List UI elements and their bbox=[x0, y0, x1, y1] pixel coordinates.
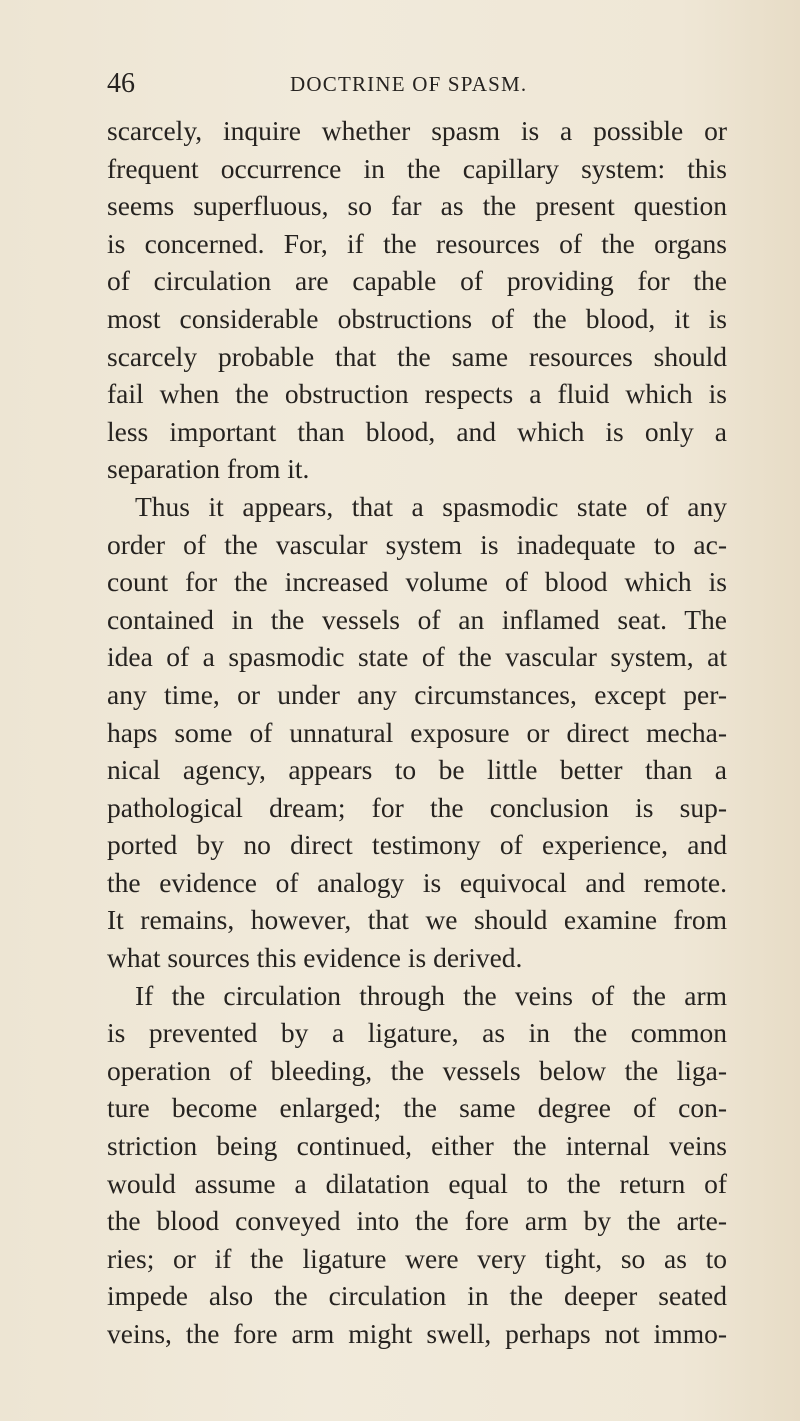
text-line: idea of a spasmodic state of the vascular system, at bbox=[107, 641, 727, 673]
text-line: the blood conveyed into the fore arm by the arte- bbox=[107, 1205, 727, 1237]
body-text bbox=[107, 112, 727, 1353]
text-line: separation from it. bbox=[107, 453, 310, 485]
text-line: scarcely, inquire whether spasm is a possible or bbox=[107, 115, 727, 146]
text-line: any time, or under any circumstances, except per- bbox=[107, 678, 727, 710]
text-line: count for the increased volume of blood which is bbox=[107, 566, 727, 598]
text-line: ries; or if the ligature were very tight, so as to bbox=[107, 1242, 727, 1274]
text-line: is prevented by a ligature, as in the common bbox=[107, 1017, 727, 1049]
text-line: ported by no direct testimony of experience, and bbox=[107, 829, 727, 861]
text-line: most considerable obstructions of the blood, it is bbox=[107, 302, 727, 334]
text-line: It remains, however, that we should examine from bbox=[107, 904, 727, 936]
text-line: Thus it appears, that a spasmodic state of any bbox=[135, 490, 727, 522]
text-line: seems superfluous, so far as the present question bbox=[107, 190, 727, 222]
text-line: scarcely probable that the same resources should bbox=[107, 340, 727, 372]
text-line: is concerned. For, if the resources of the organs bbox=[107, 227, 727, 259]
text-line: contained in the vessels of an inflamed seat. The bbox=[107, 603, 727, 635]
text-line: ture become enlarged; the same degree of con- bbox=[107, 1092, 727, 1124]
text-line: less important than blood, and which is only a bbox=[107, 415, 727, 447]
text-line: the evidence of analogy is equivocal and remote. bbox=[107, 866, 727, 898]
text-line: haps some of unnatural exposure or direct mecha- bbox=[107, 716, 727, 748]
text-line: operation of bleeding, the vessels below the liga- bbox=[107, 1054, 727, 1086]
text-line: of circulation are capable of providing for the bbox=[107, 265, 727, 297]
text-line: frequent occurrence in the capillary system: this bbox=[107, 152, 727, 184]
page-number: 46 bbox=[107, 68, 135, 99]
text-line: pathological dream; for the conclusion is sup- bbox=[107, 791, 727, 823]
text-line: nical agency, appears to be little better than a bbox=[107, 754, 727, 786]
text-line: If the circulation through the veins of the arm bbox=[135, 979, 727, 1011]
text-line: fail when the obstruction respects a fluid which is bbox=[107, 378, 727, 410]
text-line: what sources this evidence is derived. bbox=[107, 942, 523, 974]
running-head bbox=[0, 64, 800, 104]
text-line: striction being continued, either the internal veins bbox=[107, 1130, 727, 1162]
text-line: veins, the fore arm might swell, perhaps not immo- bbox=[107, 1318, 727, 1349]
text-line: impede also the circulation in the deeper seated bbox=[107, 1280, 727, 1312]
running-title: DOCTRINE OF SPASM. bbox=[290, 72, 528, 96]
text-line: order of the vascular system is inadequate to ac- bbox=[107, 528, 727, 560]
text-line: would assume a dilatation equal to the return of bbox=[107, 1167, 727, 1199]
